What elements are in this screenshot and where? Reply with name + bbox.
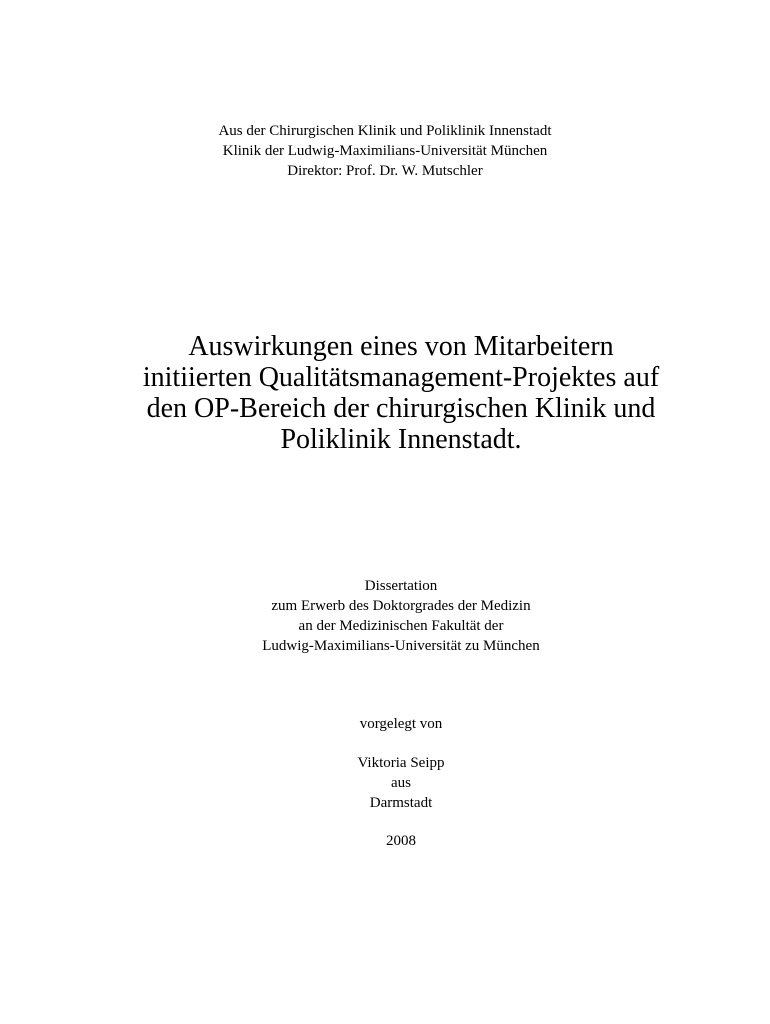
title-line-2: initiierten Qualitätsmanagement-Projektes auf xyxy=(142,362,660,393)
author-name: Viktoria Seipp xyxy=(357,755,445,771)
dissertation-statement xyxy=(0,576,770,656)
title-line-1: Auswirkungen eines von Mitarbeitern xyxy=(188,331,614,362)
author-from-label: aus xyxy=(391,775,411,791)
dissertation-title xyxy=(0,331,770,455)
dissertation-faculty: an der Medizinischen Fakultät der xyxy=(298,618,504,634)
dissertation-degree: zum Erwerb des Doktorgrades der Medizin xyxy=(271,598,531,614)
title-line-3: den OP-Bereich der chirurgischen Klinik und xyxy=(146,393,656,424)
dissertation-university: Ludwig-Maximilians-Universität zu München xyxy=(262,638,540,654)
author-info xyxy=(0,753,770,813)
year-text: 2008 xyxy=(386,833,416,849)
institution-university: Klinik der Ludwig-Maximilians-Universität München xyxy=(222,143,548,159)
title-line-4: Poliklinik Innenstadt. xyxy=(280,424,522,455)
publication-year xyxy=(0,831,770,851)
author-hometown: Darmstadt xyxy=(369,795,433,811)
institution-header xyxy=(0,121,770,181)
submission-note xyxy=(0,714,770,734)
institution-director: Direktor: Prof. Dr. W. Mutschler xyxy=(287,163,483,179)
dissertation-label: Dissertation xyxy=(364,578,438,594)
institution-clinic: Aus der Chirurgischen Klinik und Poliklinik Innenstadt xyxy=(218,123,552,139)
submitted-by-label: vorgelegt von xyxy=(359,716,443,732)
